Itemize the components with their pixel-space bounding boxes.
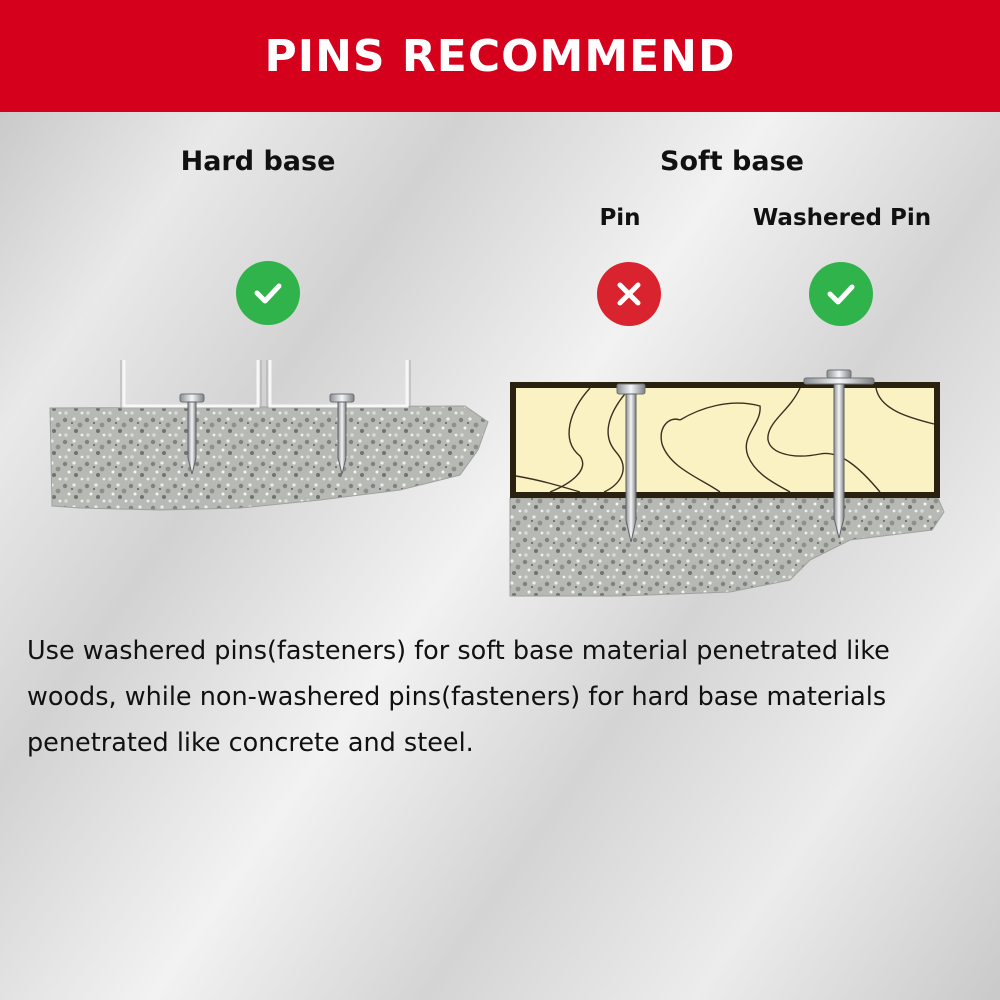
pin-label: Pin bbox=[599, 205, 641, 231]
concrete-slab bbox=[50, 406, 488, 510]
caption-text bbox=[27, 628, 987, 766]
soft-base-title: Soft base bbox=[660, 146, 804, 177]
washered-pin-label: Washered Pin bbox=[752, 205, 932, 231]
washered-pin-check-icon bbox=[809, 262, 873, 326]
caption-line-1: Use washered pins(fasteners) for soft base material penetrated like bbox=[27, 636, 890, 666]
hard-base-check-icon bbox=[236, 261, 300, 325]
header-banner bbox=[0, 0, 1000, 112]
caption-line-3: penetrated like concrete and steel. bbox=[27, 728, 474, 758]
page-title: PINS RECOMMEND bbox=[264, 30, 736, 82]
metal-channel bbox=[124, 360, 407, 406]
caption-line-2: woods, while non-washered pins(fasteners) for hard base materials bbox=[27, 682, 887, 712]
hard-base-title: Hard base bbox=[180, 146, 336, 177]
pin-cross-icon bbox=[597, 262, 661, 326]
hard-base-illustration bbox=[40, 350, 500, 530]
soft-base-illustration bbox=[500, 360, 960, 610]
concrete-base bbox=[510, 498, 944, 596]
